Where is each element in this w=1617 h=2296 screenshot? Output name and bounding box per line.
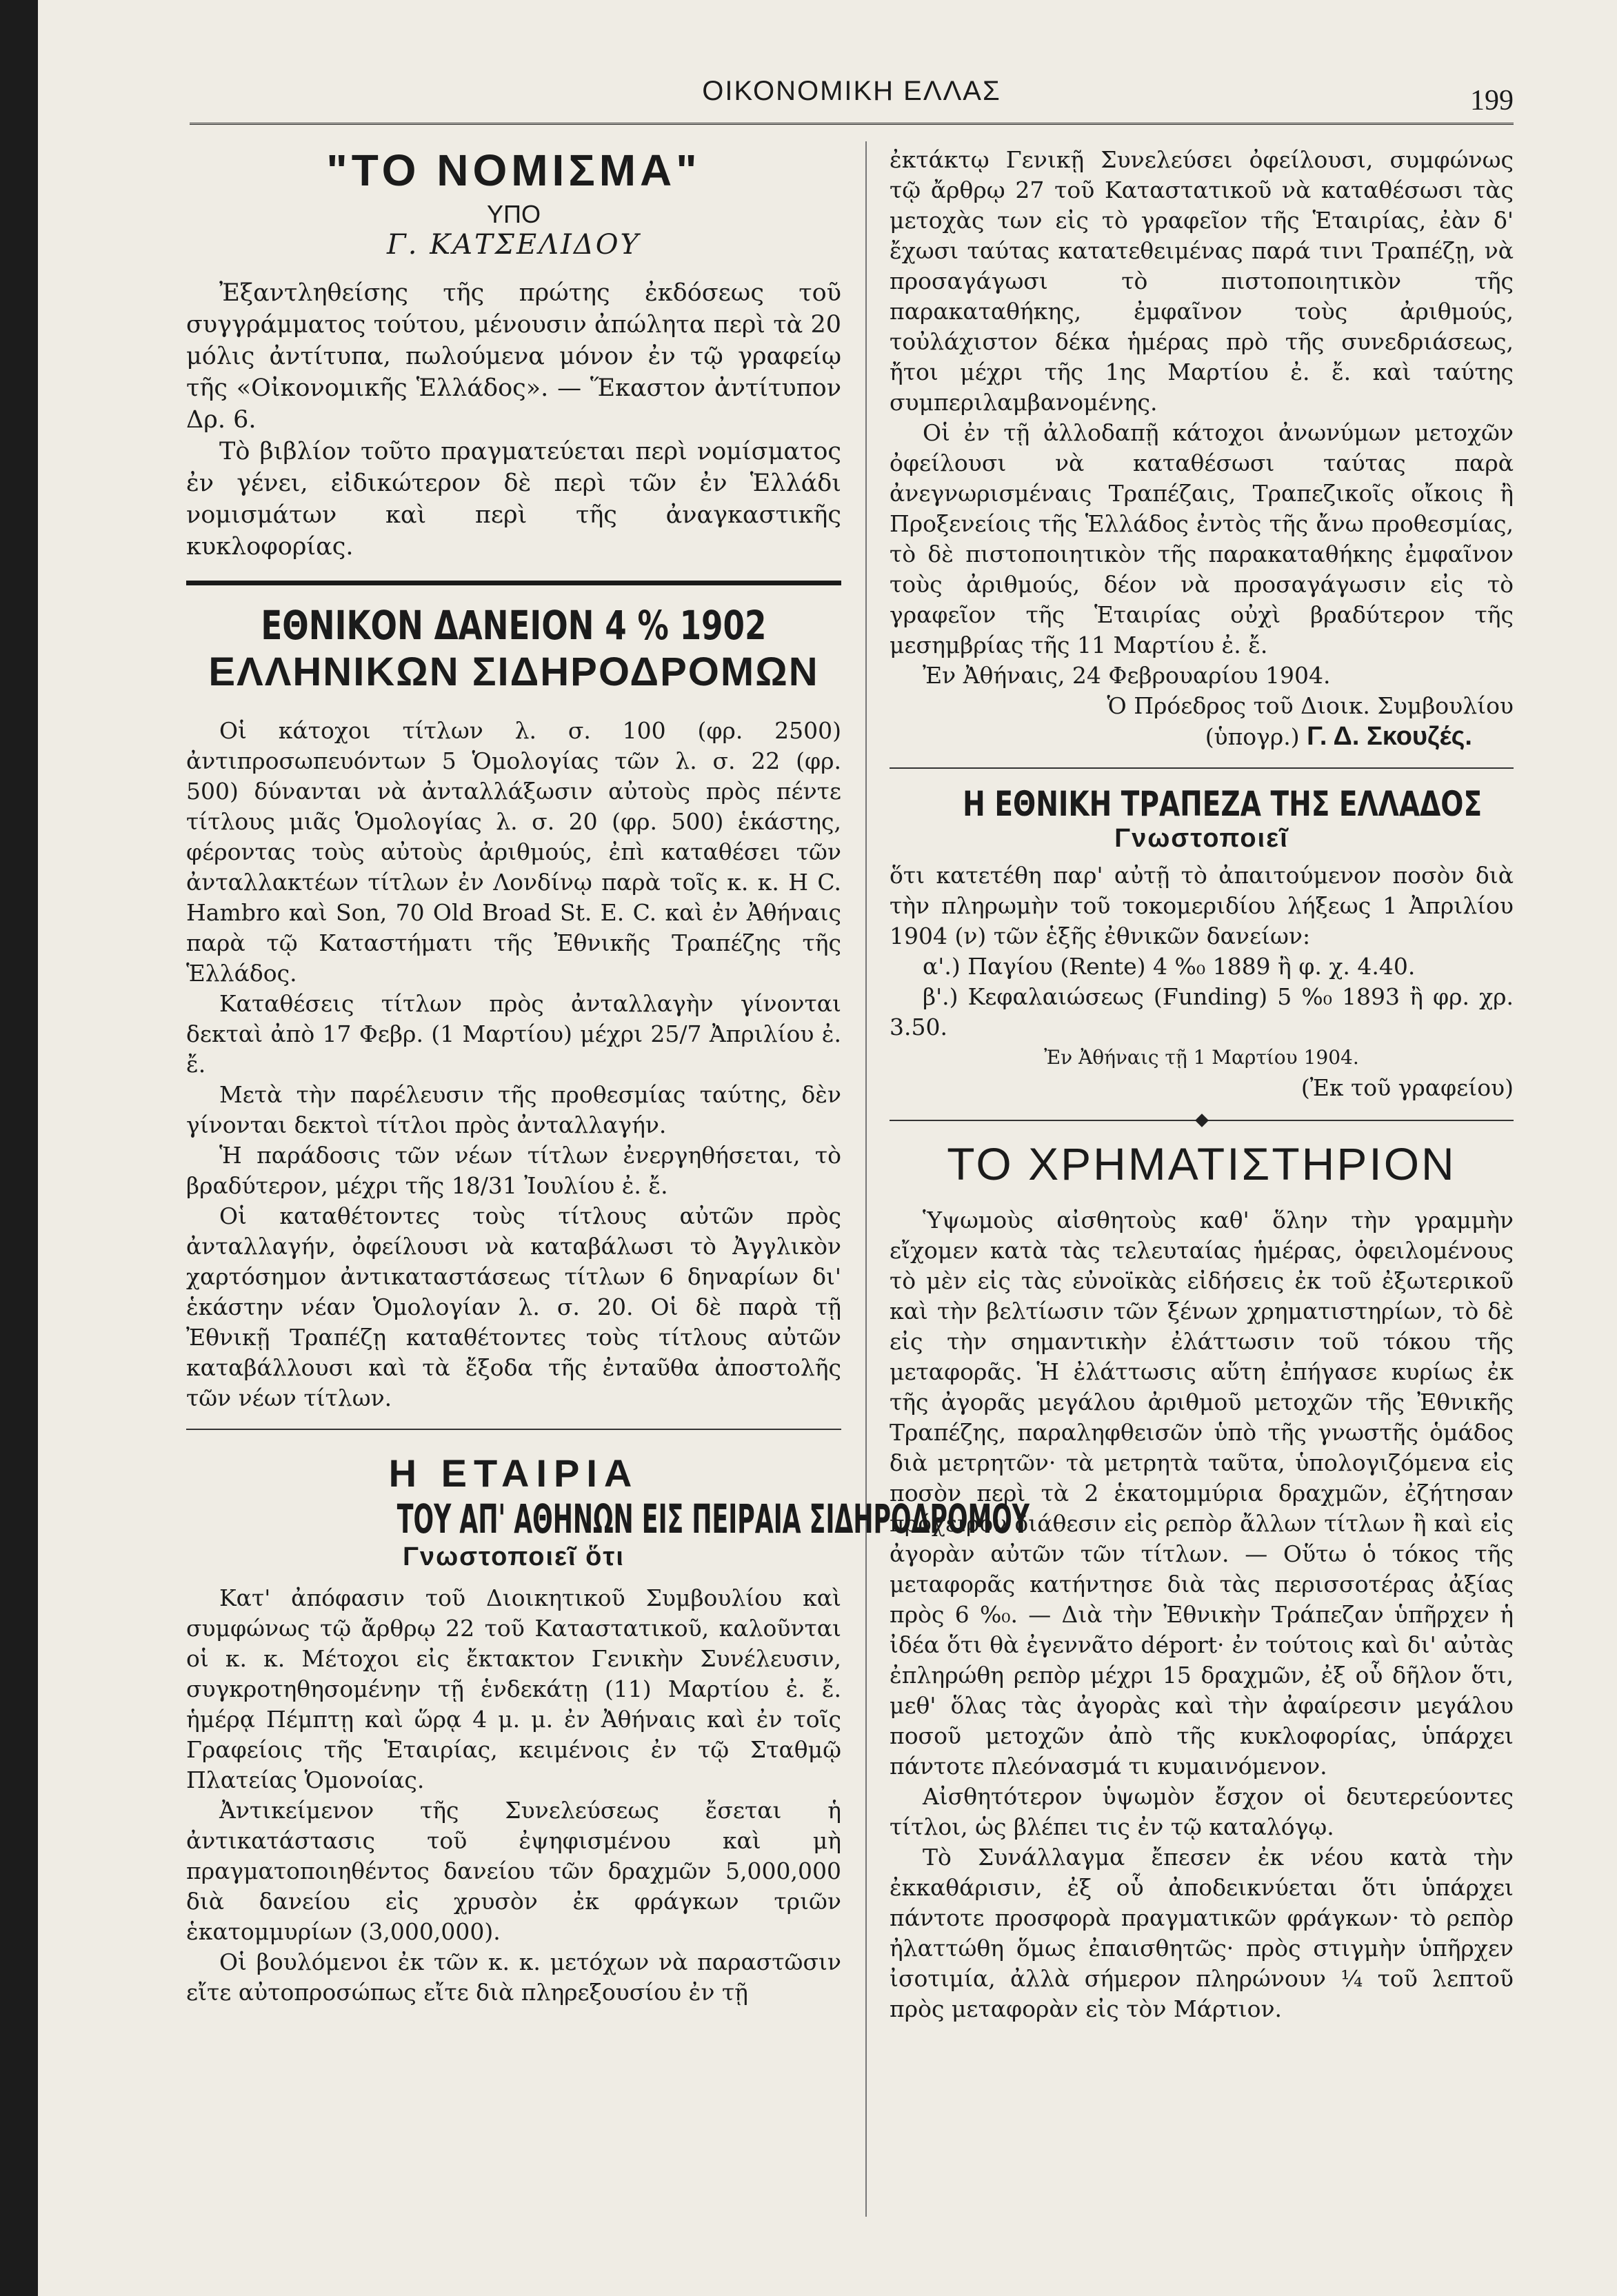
section-rule [890,767,1514,769]
company-paragraph-3: Οἱ βουλόμενοι ἐκ τῶν κ. κ. μετόχων νὰ παραστῶσιν εἴτε αὐτοπροσώπως εἴτε διὰ πληρεξουσίου ἐν τῇ [186,1948,841,2006]
company-title-1: Η ΕΤΑΙΡΙΑ [388,1451,639,1495]
loan-paragraph-5: Οἱ καταθέτοντες τοὺς τίτλους αὐτῶν πρὸς ἀνταλλαγήν, ὀφείλουσι νὰ καταβάλωσι τὸ Ἀγγλικὸν χαρτόσημον ἀντικαταστάσεως τίτλων 6 δηναρίων δι' ἑκάστην νέαν Ὁμολογίαν λ. σ. 20. Οἱ δὲ παρὰ τῇ Ἐθνικῇ Τραπέζῃ καταθέτοντες τοὺς τίτλους αὐτῶν καταβάλλουσι καὶ τὰ ἔξοδα τῆς ἐνταῦθα ἀποστολῆς τῶν νέων τίτλων. [186,1202,841,1411]
nomisma-notice [186,145,841,563]
loan-paragraph-3: Μετὰ τὴν παρέλευσιν τῆς προθεσμίας ταύτης, δὲν γίνονται δεκτοὶ τίτλοι πρὸς ἀνταλλαγήν. [186,1081,841,1138]
company-signatory: Ὁ Πρόεδρος τοῦ Διοικ. Συμβουλίου [1107,692,1514,719]
loan-paragraph-2: Καταθέσεις τίτλων πρὸς ἀνταλλαγὴν γίνονται δεκταὶ ἀπὸ 17 Φεβρ. (1 Μαρτίου) μέχρι 25/7 Ἀπριλίου ἐ. ἔ. [186,990,841,1078]
ornament-dot [1195,1114,1209,1127]
nomisma-title: "ΤΟ ΝΟΜΙΣΜΑ" [326,145,701,195]
bank-title-wrap [890,784,1514,824]
bank-date: Ἐν Ἀθήναις τῇ 1 Μαρτίου 1904. [1044,1046,1359,1069]
bank-source: (Ἐκ τοῦ γραφείου) [1300,1074,1514,1101]
nomisma-paragraph-1: Ἐξαντληθείσης τῆς πρώτης ἐκδόσεως τοῦ συγγράμματος τούτου, μένουσιν ἀπώλητα περὶ τὰ 20 μόλις ἀντίτυπα, πωλούμενα μόνον ἐν τῷ γραφείῳ τῆς «Οἰκονομικῆς Ἑλλάδος». — Ἕκαστον ἀντίτυπον Δρ. 6. [186,279,841,434]
bank-paragraph-1: ὅτι κατετέθη παρ' αὐτῇ τὸ ἀπαιτούμενον ποσὸν διὰ τὴν πληρωμὴν τοῦ τοκομεριδίου λήξεως 1 Ἀπριλίου 1904 (ν) τῶν ἑξῆς ἐθνικῶν δανείων: [890,862,1514,949]
bourse-paragraph-1: Ὑψωμοὺς αἰσθητοὺς καθ' ὅλην τὴν γραμμὴν εἴχομεν κατὰ τὰς τελευταίας ἡμέρας, ὀφειλομένους τὸ μὲν εἰς τὰς εὐνοϊκὰς εἰδήσεις ἐκ τοῦ ἐξωτερικοῦ καὶ τὴν βελτίωσιν τῶν ξένων χρηματιστηρίων, τὸ δὲ εἰς τὴν σημαντικὴν ἐλάττωσιν τοῦ τόκου τῆς μεταφορᾶς. Ἡ ἐλάττωσις αὕτη ἐπήγασε κυρίως ἐκ τῆς ἀγορᾶς μεγάλου ἀριθμοῦ μετοχῶν τῆς Ἐθνικῆς Τραπέζης, παραληφθεισῶν ὑπὸ τῆς γνωστῆς ὁμάδος διὰ μετρητῶν· τὰ μετρητὰ ταῦτα, ὑπολογιζόμενα εἰς ποσὸν περὶ τὰ 2 ἑκατομμύρια δραχμῶν, ἐζήτησαν πρόχειρον διάθεσιν εἰς ρεπὸρ ἄλλων τίτλων ἢ καὶ εἰς ἀγορὰν αὐτῶν τῶν τίτλων. — Οὕτω ὁ τόκος τῆς μεταφορᾶς κατήντησε διὰ τὰς περισσοτέρας ἀξίας πρὸς 6 %₀. — Διὰ τὴν Ἐθνικὴν Τράπεζαν ὑπῆρχεν ἡ ἰδέα ὅτι θὰ ἐγεννᾶτο déport· ἐν τούτοις καὶ δι' αὐτὰς ἐπληρώθη ρεπὸρ μέχρι 15 δραχμῶν, ἐξ οὗ δῆλον ὅτι, μεθ' ὅλας τὰς ἀγορὰς καὶ τὴν ἀφαίρεσιν μεγάλου ποσοῦ μετοχῶν ἀπὸ τῆς κυκλοφορίας, ὑπάρχει πάντοτε πλεόνασμά τι κυμαινόμενον. [890,1207,1514,1780]
nomisma-paragraph-2: Τὸ βιβλίον τοῦτο πραγματεύεται περὶ νομίσματος ἐν γένει, εἰδικώτερον δὲ περὶ τῶν ἐν Ἑλλάδι νομισμάτων καὶ περὶ τῆς ἀναγκαστικῆς κυκλοφορίας. [186,438,841,561]
signature-prefix: (ὑπογρ.) [1205,723,1300,750]
running-title: ΟΙΚΟΝΟΜΙΚΗ ΕΛΛΑΣ [702,76,1001,106]
loan-notice [186,602,841,1413]
bourse-title: ΤΟ ΧΡΗΜΑΤΙΣΤΗΡΙΟΝ [947,1138,1456,1189]
loan-title-2: ΕΛΛΗΝΙΚΩΝ ΣΙΔΗΡΟΔΡΟΜΩΝ [208,649,819,694]
nomisma-byline-upo: ΥΠΟ [486,200,541,228]
company-notice [186,1451,1030,2008]
company-title-2: ΤΟΥ ΑΠ' ΑΘΗΝΩΝ ΕΙΣ ΠΕΙΡΑΙΑ ΣΙΔΗΡΟΔΡΟΜΟΥ [396,1496,1030,1542]
loan-paragraph-4: Ἡ παράδοσις τῶν νέων τίτλων ἐνεργηθήσεται, τὸ βραδύτερον, μέχρι τῆς 18/31 Ἰουλίου ἐ. ἔ. [186,1142,841,1199]
loan-title-1-wrap [186,602,841,649]
loan-paragraph-1: Οἱ κάτοχοι τίτλων λ. σ. 100 (φρ. 2500) ἀντιπροσωπευόντων 5 Ὁμολογίας τῶν λ. σ. 22 (φρ. 500) δύνανται νὰ ἀνταλλάξωσιν αὐτοὺς πρὸς πέντε τίτλους μιᾶς Ὁμολογίας λ. σ. 20 (φρ. 500) ἑκάστης, φέροντας τοὺς αὐτοὺς ἀριθμούς, ἐπὶ καταθέσει τῶν ἀνταλλακτέων τίτλων ἐν Λονδίνῳ παρὰ τοῖς κ. κ. H C. Hambro καὶ Son, 70 Old Broad St. E. C. καὶ ἐν Ἀθήναις παρὰ τῷ Καταστήματι τῆς Ἐθνικῆς Τραπέζης τῆς Ἑλλάδος. [186,717,841,987]
section-rule [186,1429,841,1430]
right-column [890,145,1514,2268]
header-rule [190,123,1514,125]
company-signature-line [890,721,1514,752]
column-divider [865,141,867,2217]
left-column [186,145,1030,2268]
bourse-paragraph-2: Αἰσθητότερον ὑψωμὸν ἔσχον οἱ δευτερεύοντες τίτλοι, ὡς βλέπει τις ἐν τῷ καταλόγῳ. [890,1783,1514,1840]
signature-name: Γ. Δ. Σκουζές. [1307,722,1472,751]
loan-title-1: ΕΘΝΙΚΟΝ ΔΑΝΕΙΟΝ 4 % 1902 [261,602,767,649]
page-header [190,69,1514,124]
continued-paragraph-1: ἐκτάκτῳ Γενικῇ Συνελεύσει ὀφείλουσι, συμφώνως τῷ ἄρθρῳ 27 τοῦ Καταστατικοῦ νὰ καταθέσωσι τὰς μετοχὰς των εἰς τὸ γραφεῖον τῆς Ἑταιρίας, ἐὰν δ' ἔχωσι ταύτας κατατεθειμένας παρά τινι Τραπέζῃ, νὰ προσαγάγωσι τὸ πιστοποιητικὸν τῆς παρακαταθήκης, ἐμφαῖνον τοὺς ἀριθμούς, τοὐλάχιστον δέκα ἡμέρας πρὸ τῆς συνεδριάσεως, ἤτοι μέχρι τῆς 1ης Μαρτίου ἐ. ἔ. καὶ ταύτης συμπεριλαμβανομένης. [890,146,1514,416]
page-number: 199 [1470,85,1514,117]
bank-title: Η ΕΘΝΙΚΗ ΤΡΑΠΕΖΑ ΤΗΣ ΕΛΛΑΔΟΣ [963,784,1483,824]
company-announces: Γνωστοποιεῖ ὅτι [403,1542,625,1571]
section-rule [186,581,841,585]
company-date: Ἐν Ἀθήναις, 24 Φεβρουαρίου 1904. [923,662,1331,689]
continued-paragraph-2: Οἱ ἐν τῇ ἀλλοδαπῇ κάτοχοι ἀνωνύμων μετοχῶν ὀφείλουσι νὰ καταθέσωσι ταύτας παρὰ ἀνεγνωρισμέναις Τραπέζαις, Τραπεζικοῖς οἴκοις ἢ Προξενείοις τῆς Ἑλλάδος ἐντὸς τῆς ἄνω προθεσμίας, τὸ δὲ πιστοποιητικὸν τῆς παρακαταθήκης ἐμφαῖνον τοὺς ἀριθμούς, δέον νὰ προσαγάγωσιν εἰς τὸ γραφεῖον τῆς Ἑταιρίας οὐχὶ βραδύτερον τῆς μεσημβρίας τῆς 11 Μαρτίου ἐ. ἔ. [890,419,1514,658]
bank-notice [890,784,1514,1103]
company-title-2-wrap [186,1496,1030,1542]
bank-item-2: β'.) Κεφαλαιώσεως (Funding) 5 %₀ 1893 ἢ φρ. χρ. 3.50. [890,983,1514,1040]
ornament-rule [890,1120,1514,1121]
company-paragraph-1: Κατ' ἀπόφασιν τοῦ Διοικητικοῦ Συμβουλίου καὶ συμφώνως τῷ ἄρθρῳ 22 τοῦ Καταστατικοῦ, καλοῦνται οἱ κ. κ. Μέτοχοι εἰς ἔκτακτον Γενικὴν Συνέλευσιν, συγκροτηθησομένην τῇ ἑνδεκάτῃ (11) Μαρτίου ἐ. ἔ. ἡμέρᾳ Πέμπτῃ καὶ ὥρᾳ 4 μ. μ. ἐν Ἀθήναις καὶ ἐν τοῖς Γραφείοις τῆς Ἑταιρίας, κειμένοις ἐν τῷ Σταθμῷ Πλατείας Ὁμονοίας. [186,1584,841,1793]
company-notice-continued [890,145,1514,752]
bourse-article [890,1138,1514,2024]
bourse-paragraph-3: Τὸ Συνάλλαγμα ἔπεσεν ἐκ νέου κατὰ τὴν ἐκκαθάρισιν, ἐξ οὗ ἀποδεικνύεται ὅτι ὑπάρχει πάντοτε προσφορὰ πραγματικῶν φράγκων· τὸ ρεπὸρ ἠλαττώθη ὅμως ἐπαισθητῶς· πρὸς στιγμὴν ὑπῆρχεν ἰσοτιμία, ἀλλὰ σήμερον πληρώνουν ¼ τοῦ λεπτοῦ πρὸς μεταφορὰν εἰς τὸν Μάρτιον. [890,1844,1514,2022]
bank-announces: Γνωστοποιεῖ [1114,824,1289,853]
nomisma-author: Γ. ΚΑΤΣΕΛΙΔΟΥ [387,229,641,261]
company-paragraph-2: Ἀντικείμενον τῆς Συνελεύσεως ἔσεται ἡ ἀντικατάστασις τοῦ ἐψηφισμένου καὶ μὴ πραγματοποιηθέντος δανείου τῶν δραχμῶν 5,000,000 διὰ δανείου εἰς χρυσὸν ἐκ φράγκων τριῶν ἑκατομμυρίων (3,000,000). [186,1797,841,1945]
binding-gutter [0,0,38,2296]
bank-item-1: α'.) Παγίου (Rente) 4 %₀ 1889 ἢ φ. χ. 4.40. [923,953,1416,980]
